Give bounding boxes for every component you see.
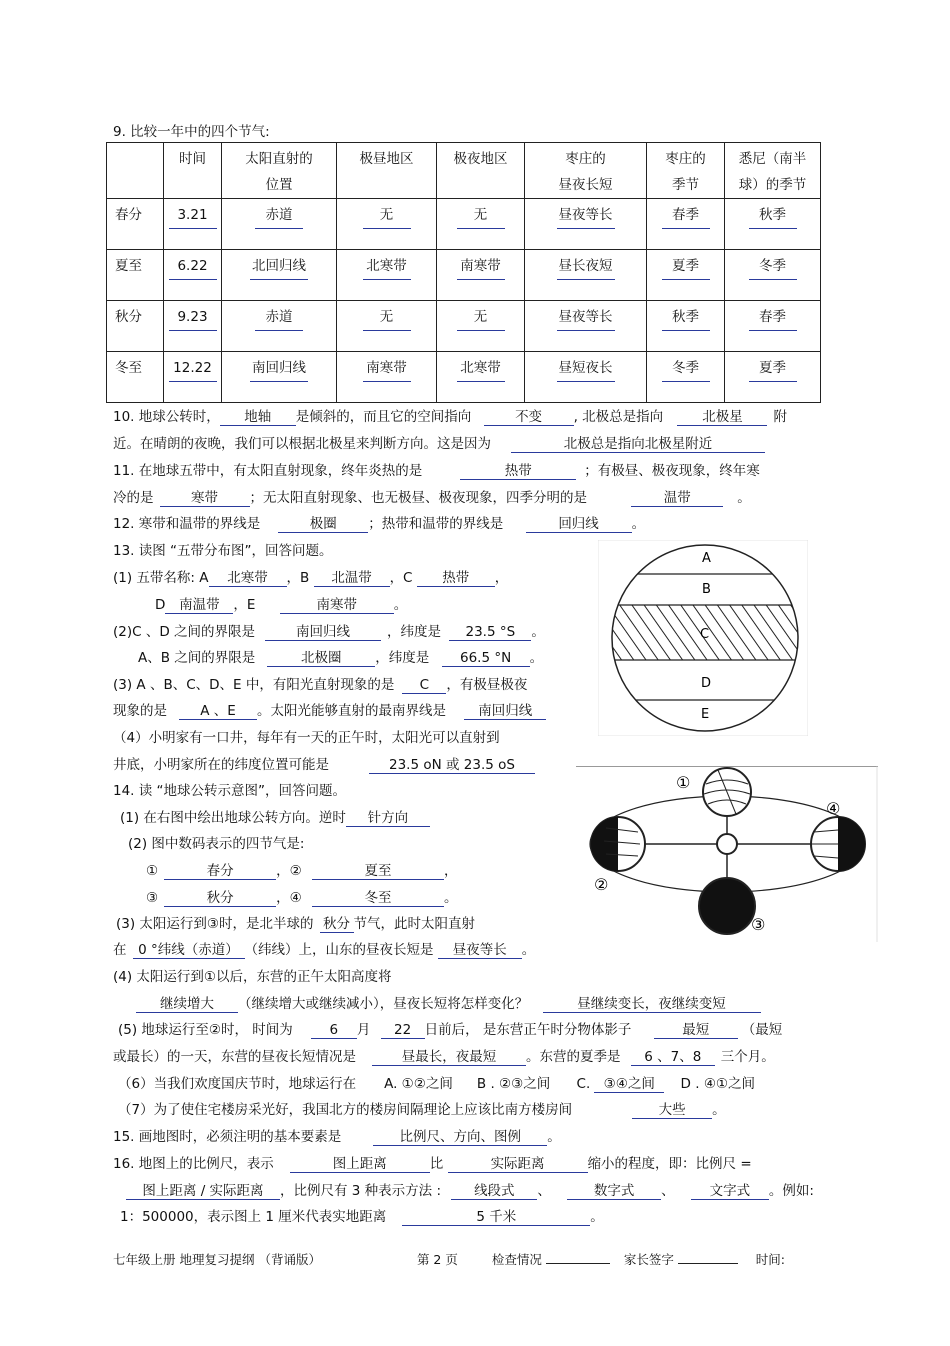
q14-answer-2: 夏至: [312, 859, 444, 880]
footer-parent-label: 家长签字: [623, 1252, 674, 1267]
position-label-3: ③: [751, 915, 766, 934]
table-answer: 9.23: [169, 304, 217, 331]
q13-answer-a: 北寒带: [209, 566, 287, 587]
q14-line4: 在 0 °纬线（赤道） （纬线）上，山东的昼夜长短是 昼夜等长 。: [113, 938, 535, 959]
q14-answer-4: 冬至: [312, 886, 444, 907]
q13-line7: （4）小明家有一口井，每年有一天的正午时，太阳光可以直射到: [113, 730, 500, 746]
table-answer: 昼长夜短: [557, 253, 615, 280]
row-label: 夏至: [107, 250, 164, 301]
q12-answer-tropics: 回归线: [526, 512, 632, 533]
q11-answer-temperate: 温带: [631, 486, 723, 507]
header-cell: 枣庄的 昼夜长短: [525, 143, 647, 199]
q14-answer-3: 秋分: [164, 886, 276, 907]
q13-answer-cd-boundary: 南回归线: [265, 620, 381, 641]
q13-answer-d: 南温带: [165, 593, 233, 614]
table-answer: 春季: [662, 202, 710, 229]
table-answer: 冬季: [662, 355, 710, 382]
solar-terms-table: [106, 142, 821, 403]
earth-left: [591, 817, 645, 871]
table-row: [107, 352, 821, 403]
table-answer: 夏季: [749, 355, 797, 382]
table-answer: 昼短夜长: [557, 355, 615, 382]
q13-answer-ab-latitude: 66.5 °N: [442, 650, 530, 667]
q13-line1: (1) 五带名称: A 北寒带 ，B 北温带 ，C 热带 ，: [113, 566, 508, 587]
position-label-2: ②: [594, 875, 609, 894]
table-answer: 6.22: [169, 253, 217, 280]
q13-answer-ab-boundary: 北极圈: [267, 646, 375, 667]
q14-line8: 或最长）的一天，东营的昼夜长短情况是 昼最长，夜最短 。东营的夏季是 6 、7、8 三个月。: [113, 1045, 775, 1066]
q14-answer-summer-solstice: 昼最长，夜最短: [372, 1045, 526, 1066]
q11-answer-frigid: 寒带: [160, 486, 250, 507]
row-label: 秋分: [107, 301, 164, 352]
table-row: [107, 250, 821, 301]
q14-answer-day-night: 昼夜等长: [438, 938, 522, 959]
row-label: 春分: [107, 199, 164, 250]
footer-title: 七年级上册 地理复习提纲 （背诵版）: [113, 1252, 321, 1267]
table-answer: 3.21: [169, 202, 217, 229]
table-answer: 昼夜等长: [557, 202, 615, 229]
q14-answer-1: 春分: [164, 859, 276, 880]
row-label: 冬至: [107, 352, 164, 403]
q14-answer-month: 6: [311, 1022, 357, 1039]
q14-answer-term: 秋分: [320, 912, 354, 933]
q13-line8: 井底，小明家所在的纬度位置可能是 23.5 oN 或 23.5 oS: [113, 753, 535, 774]
table-answer: 夏季: [662, 253, 710, 280]
q14-line3: (3) 太阳运行到③时，是北半球的 秋分 节气，此时太阳直射: [116, 912, 475, 933]
q10-line1: 10. 地球公转时， 地轴 是倾斜的，而且它的空间指向 不变 , 北极总是指向 北极星 附: [113, 405, 787, 426]
table-answer: 冬季: [749, 253, 797, 280]
zone-label-e: E: [701, 707, 710, 722]
footer-page: 第 2 页: [416, 1252, 458, 1267]
header-cell: [107, 143, 164, 199]
table-answer: 春季: [749, 304, 797, 331]
table-answer: 昼夜等长: [557, 304, 615, 331]
q13-line5: (3) A 、B、C、D、E 中，有阳光直射现象的是 C ，有极昼极夜: [113, 677, 528, 693]
table-answer: 北寒带: [457, 355, 505, 382]
q16-line3: 1：500000，表示图上 1 厘米代表实地距离 5 千米 。: [120, 1205, 604, 1226]
table-answer: 无: [363, 202, 411, 229]
q13-answer-c: 热带: [417, 566, 495, 587]
q14-answer-direction: 针方向: [346, 806, 430, 827]
table-answer: 无: [363, 304, 411, 331]
table-answer: 北回归线: [250, 253, 308, 280]
check-field[interactable]: [546, 1263, 610, 1264]
table-answer: 无: [457, 304, 505, 331]
q14-line2: (2) 图中数码表示的四节气是:: [128, 836, 305, 852]
earth-right: [811, 817, 865, 871]
q16-answer-verbal-scale: 文字式: [691, 1179, 769, 1200]
footer-check-label: 检查情况: [491, 1252, 542, 1267]
q14-line10: （7）为了使住宅楼房采光好，我国北方的楼房间隔理论上应该比南方楼房间 大些 。: [118, 1098, 726, 1119]
table-row: [107, 199, 821, 250]
q10-answer-reason: 北极总是指向北极星附近: [511, 432, 765, 453]
parent-signature-field[interactable]: [678, 1263, 738, 1264]
q14-line6: 继续增大 （继续增大或继续减小），昼夜长短将怎样变化？ 昼继续变长，夜继续变短: [136, 992, 761, 1013]
table-answer: 南寒带: [457, 253, 505, 280]
q14-line7: (5) 地球运行至②时， 时间为 6 月 22 日前后， 是东营正午时分物体影子 最短 （最短: [118, 1018, 782, 1039]
header-cell: 极夜地区: [437, 143, 525, 199]
q10-line2: 近。在晴朗的夜晚，我们可以根据北极星来判断方向。这是因为 北极总是指向北极星附近: [113, 432, 765, 453]
q13-line2: D 南温带 ，E 南寒带 。: [155, 593, 407, 614]
q14-answer-option: ③④之间: [594, 1072, 664, 1093]
q13-line3: (2)C 、D 之间的界限是 南回归线 ，纬度是 23.5 °S 。: [113, 620, 545, 641]
table-answer: 赤道: [255, 202, 303, 229]
footer: [113, 1250, 785, 1268]
header-cell: 时间: [164, 143, 222, 199]
q12-line: 12. 寒带和温带的界线是 极圈 ；热带和温带的界线是 回归线 。: [113, 512, 645, 533]
q10-answer-axis: 地轴: [220, 405, 296, 426]
table-answer: 赤道: [255, 304, 303, 331]
q14-answer-change: 昼继续变长，夜继续变短: [543, 992, 761, 1013]
q13-answer-well-latitude: 23.5 oN 或 23.5 oS: [369, 753, 535, 774]
table-answer: 无: [457, 202, 505, 229]
header-cell: 太阳直射的 位置: [222, 143, 337, 199]
q11-answer-tropic: 热带: [460, 459, 576, 480]
q13-answer-b: 北温带: [314, 566, 390, 587]
q16-answer-distance: 5 千米: [402, 1205, 590, 1226]
q14-answer-summer-months: 6 、7、8: [631, 1045, 715, 1066]
zone-label-a: A: [702, 551, 711, 566]
header-cell: 悉尼（南半 球）的季节: [725, 143, 821, 199]
q13-answer-cd-latitude: 23.5 °S: [449, 624, 531, 641]
q14-line1: (1) 在右图中绘出地球公转方向。逆时 针方向: [120, 806, 430, 827]
table-answer: 秋季: [662, 304, 710, 331]
table-answer: 南回归线: [250, 355, 308, 382]
q14-terms-row2: ③ 秋分 ，④ 冬至 。: [146, 886, 458, 907]
zone-label-b: B: [702, 582, 711, 597]
q14-answer-latitude: 0 °纬线（赤道）: [133, 938, 245, 959]
q16-answer-map-distance: 图上距离: [290, 1152, 430, 1173]
q14-answer-gap: 大些: [632, 1098, 712, 1119]
q13-title: 13. 读图 “五带分布图”，回答问题。: [113, 543, 333, 559]
q14-answer-altitude: 继续增大: [136, 992, 238, 1013]
zone-label-d: D: [701, 676, 712, 691]
position-label-1: ①: [676, 773, 691, 792]
q12-answer-polar-circle: 极圈: [278, 512, 368, 533]
q9-title: 9. 比较一年中的四个节气:: [113, 124, 270, 140]
q14-terms-row1: ① 春分 ，② 夏至 ，: [146, 859, 458, 880]
table-header-row: [107, 143, 821, 199]
q13-line6: 现象的是 A 、E 。太阳光能够直射的最南界线是 南回归线: [113, 699, 546, 720]
header-cell: 枣庄的 季节: [647, 143, 725, 199]
q16-answer-real-distance: 实际距离: [448, 1152, 588, 1173]
earth-bottom: [699, 878, 755, 934]
q13-answer-polar-zones: A 、E: [179, 699, 257, 720]
earth-orbit-figure: [576, 766, 878, 942]
q14-title: 14. 读 “地球公转示意图”，回答问题。: [113, 783, 347, 799]
q16-answer-numeric-scale: 数字式: [567, 1179, 661, 1200]
q10-answer-direction: 不变: [484, 405, 574, 426]
q14-line9: （6）当我们欢度国庆节时，地球运行在 A. ①②之间 B . ②③之间 C. ③④之间 D . ④①之间: [118, 1072, 755, 1093]
q16-line1: 16. 地图上的比例尺，表示 图上距离 比 实际距离 缩小的程度，即：比例尺 =: [113, 1152, 752, 1173]
q13-answer-direct-zone: C: [402, 677, 446, 694]
q15-answer-elements: 比例尺、方向、图例: [373, 1125, 547, 1146]
table-answer: 12.22: [169, 355, 217, 382]
table-answer: 北寒带: [363, 253, 411, 280]
q15-line: 15. 画地图时，必须注明的基本要素是 比例尺、方向、图例 。: [113, 1125, 561, 1146]
earth-top: [703, 768, 751, 816]
q14-answer-day: 22: [381, 1022, 425, 1039]
q13-answer-e: 南寒带: [280, 593, 394, 614]
zone-label-c: C: [700, 627, 710, 642]
table-row: [107, 301, 821, 352]
five-zones-figure: [598, 540, 808, 736]
position-label-4: ④: [826, 799, 841, 818]
table-answer: 秋季: [749, 202, 797, 229]
q16-answer-formula: 图上距离 / 实际距离: [126, 1179, 280, 1200]
q16-line2: 图上距离 / 实际距离 ，比例尺有 3 种表示方法 : 线段式 、 数字式 、 文字式 。例如:: [126, 1179, 814, 1200]
table-answer: 南寒带: [363, 355, 411, 382]
q11-line2: 冷的是 寒带 ；无太阳直射现象、也无极昼、极夜现象，四季分明的是 温带 。: [113, 486, 751, 507]
q13-line4: A、B 之间的界限是 北极圈 ，纬度是 66.5 °N 。: [138, 646, 543, 667]
footer-time-label: 时间:: [755, 1252, 786, 1267]
sun: [717, 834, 737, 854]
q16-answer-line-scale: 线段式: [451, 1179, 537, 1200]
q14-answer-shadow: 最短: [654, 1018, 738, 1039]
q10-answer-star: 北极星: [677, 405, 767, 426]
header-cell: 极昼地区: [337, 143, 437, 199]
q13-answer-south-limit: 南回归线: [464, 699, 546, 720]
q14-line5: (4) 太阳运行到①以后，东营的正午太阳高度将: [113, 969, 392, 985]
q11-line1: 11. 在地球五带中，有太阳直射现象，终年炎热的是 热带 ；有极昼、极夜现象，终年寒: [113, 459, 760, 480]
